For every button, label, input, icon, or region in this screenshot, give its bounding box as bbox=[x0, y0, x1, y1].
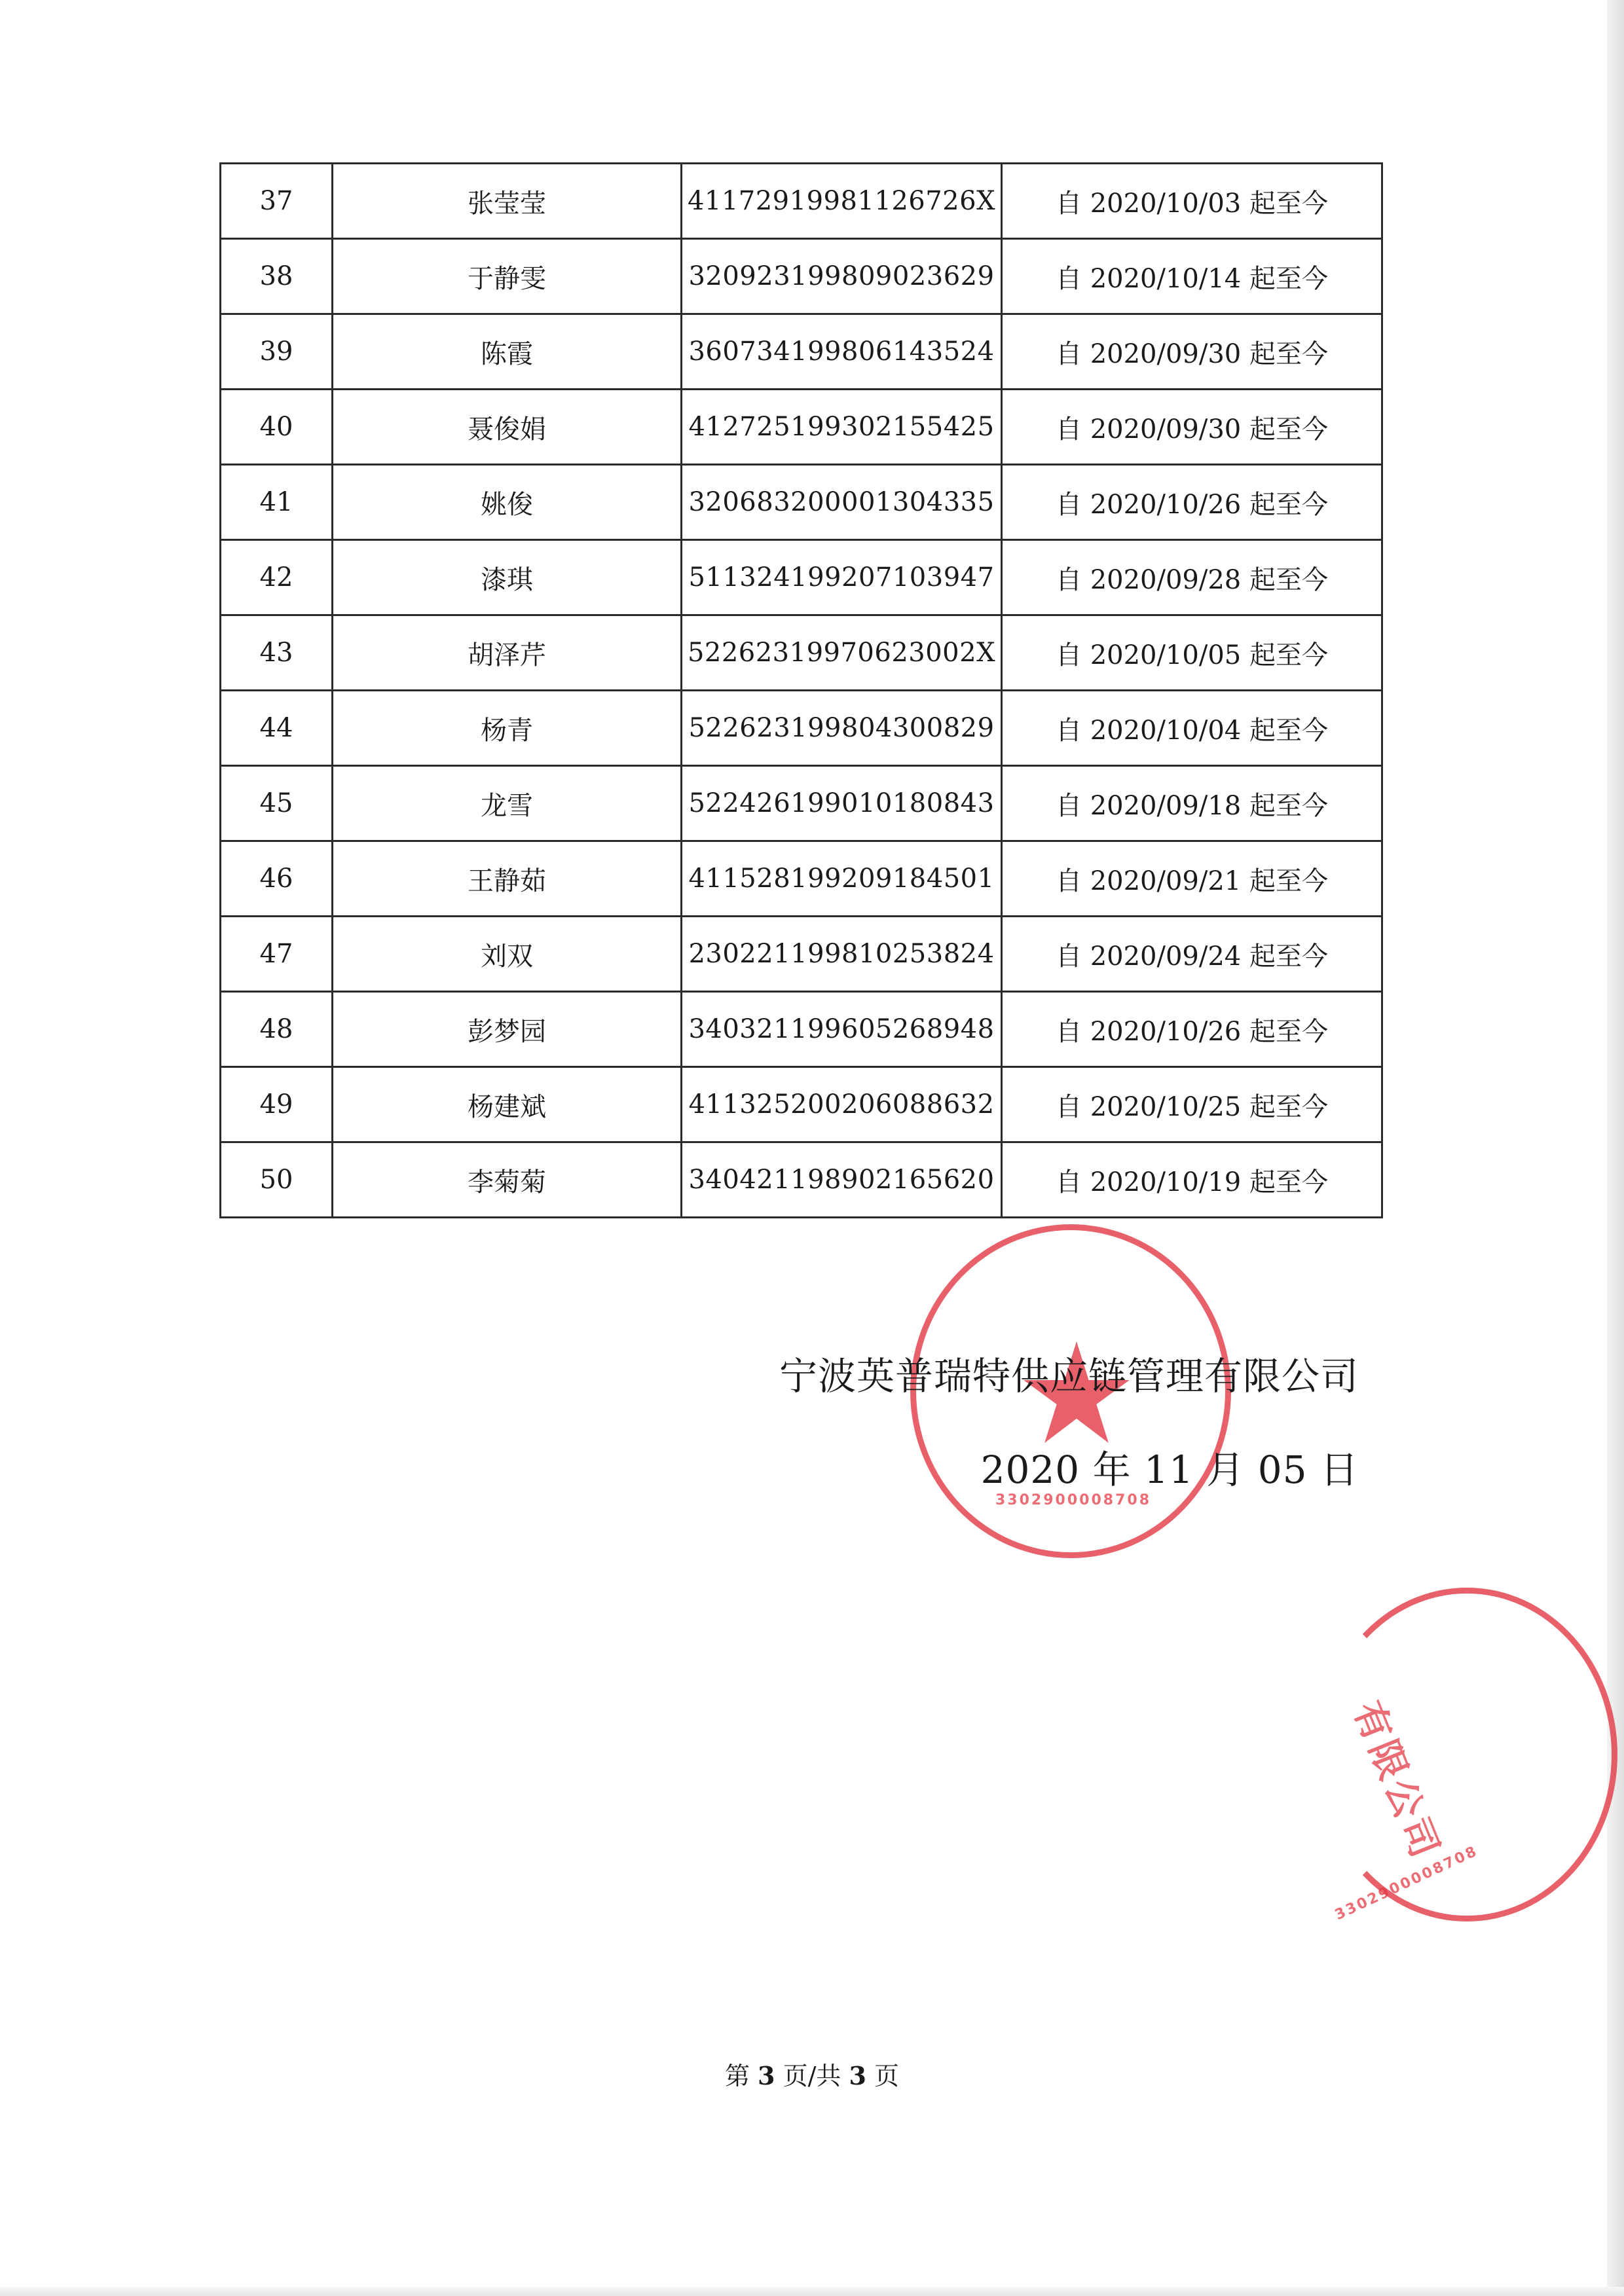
row-number: 43 bbox=[221, 615, 333, 691]
id-number: 360734199806143524 bbox=[682, 314, 1002, 390]
employee-name: 李菊菊 bbox=[333, 1142, 682, 1218]
employee-name: 张莹莹 bbox=[333, 164, 682, 239]
footer-prefix: 第 bbox=[724, 2062, 750, 2090]
employment-period: 自 2020/10/19 起至今 bbox=[1002, 1142, 1382, 1218]
row-number: 50 bbox=[221, 1142, 333, 1218]
employee-name: 姚俊 bbox=[333, 465, 682, 540]
scan-page-edge bbox=[1607, 0, 1624, 2296]
row-number: 47 bbox=[221, 917, 333, 992]
row-number: 49 bbox=[221, 1067, 333, 1142]
employment-period: 自 2020/10/04 起至今 bbox=[1002, 691, 1382, 766]
company-name: 宁波英普瑞特供应链管理有限公司 bbox=[779, 1354, 1359, 1398]
table-row bbox=[221, 164, 1382, 239]
employment-period: 自 2020/09/30 起至今 bbox=[1002, 390, 1382, 465]
partial-seal-text: 有限公司 bbox=[1344, 1694, 1449, 1867]
row-number: 37 bbox=[221, 164, 333, 239]
id-number: 340421198902165620 bbox=[682, 1142, 1002, 1218]
employment-period: 自 2020/10/05 起至今 bbox=[1002, 615, 1382, 691]
employment-period: 自 2020/10/26 起至今 bbox=[1002, 992, 1382, 1067]
row-number: 39 bbox=[221, 314, 333, 390]
employment-period: 自 2020/10/14 起至今 bbox=[1002, 239, 1382, 314]
signature-date: 2020 年 11 月 05 日 bbox=[980, 1448, 1359, 1492]
table-row bbox=[221, 615, 1382, 691]
seal-code: 3302900008708 bbox=[995, 1492, 1151, 1508]
employee-name: 杨建斌 bbox=[333, 1067, 682, 1142]
employee-name: 刘双 bbox=[333, 917, 682, 992]
table-row bbox=[221, 917, 1382, 992]
table-row bbox=[221, 766, 1382, 841]
row-number: 42 bbox=[221, 540, 333, 615]
employee-name: 龙雪 bbox=[333, 766, 682, 841]
table-row bbox=[221, 1142, 1382, 1218]
footer-page-total: 3 bbox=[849, 2061, 866, 2090]
row-number: 45 bbox=[221, 766, 333, 841]
employee-name: 聂俊娟 bbox=[333, 390, 682, 465]
row-number: 41 bbox=[221, 465, 333, 540]
page-footer bbox=[0, 2056, 1624, 2092]
employee-name: 陈霞 bbox=[333, 314, 682, 390]
table-row bbox=[221, 1067, 1382, 1142]
footer-page-number: 3 bbox=[758, 2061, 775, 2090]
row-number: 40 bbox=[221, 390, 333, 465]
employee-table-body bbox=[221, 164, 1382, 1218]
table-row bbox=[221, 465, 1382, 540]
id-number: 230221199810253824 bbox=[682, 917, 1002, 992]
table-row bbox=[221, 314, 1382, 390]
scan-page-bottom bbox=[0, 2287, 1624, 2296]
id-number: 411528199209184501 bbox=[682, 841, 1002, 917]
employee-table bbox=[219, 162, 1383, 1218]
id-number: 522623199804300829 bbox=[682, 691, 1002, 766]
employment-period: 自 2020/10/03 起至今 bbox=[1002, 164, 1382, 239]
employment-period: 自 2020/09/24 起至今 bbox=[1002, 917, 1382, 992]
employment-period: 自 2020/09/30 起至今 bbox=[1002, 314, 1382, 390]
table-row bbox=[221, 239, 1382, 314]
table-row bbox=[221, 390, 1382, 465]
id-number: 41172919981126726X bbox=[682, 164, 1002, 239]
employee-name: 杨青 bbox=[333, 691, 682, 766]
employment-period: 自 2020/09/28 起至今 bbox=[1002, 540, 1382, 615]
id-number: 511324199207103947 bbox=[682, 540, 1002, 615]
id-number: 522426199010180843 bbox=[682, 766, 1002, 841]
partial-seal-code: 3302900008708 bbox=[1332, 1842, 1481, 1924]
footer-middle: 页/共 bbox=[783, 2062, 841, 2090]
employee-name: 于静雯 bbox=[333, 239, 682, 314]
id-number: 412725199302155425 bbox=[682, 390, 1002, 465]
table-row bbox=[221, 540, 1382, 615]
employee-name: 胡泽芹 bbox=[333, 615, 682, 691]
id-number: 320683200001304335 bbox=[682, 465, 1002, 540]
table-row bbox=[221, 841, 1382, 917]
employment-period: 自 2020/10/25 起至今 bbox=[1002, 1067, 1382, 1142]
partial-company-seal bbox=[1316, 1588, 1617, 1922]
id-number: 320923199809023629 bbox=[682, 239, 1002, 314]
row-number: 46 bbox=[221, 841, 333, 917]
row-number: 44 bbox=[221, 691, 333, 766]
id-number: 411325200206088632 bbox=[682, 1067, 1002, 1142]
employment-period: 自 2020/09/18 起至今 bbox=[1002, 766, 1382, 841]
table-row bbox=[221, 691, 1382, 766]
employment-period: 自 2020/09/21 起至今 bbox=[1002, 841, 1382, 917]
row-number: 48 bbox=[221, 992, 333, 1067]
row-number: 38 bbox=[221, 239, 333, 314]
employment-period: 自 2020/10/26 起至今 bbox=[1002, 465, 1382, 540]
employee-name: 漆琪 bbox=[333, 540, 682, 615]
footer-suffix: 页 bbox=[874, 2062, 900, 2090]
employee-name: 王静茹 bbox=[333, 841, 682, 917]
employee-name: 彭梦园 bbox=[333, 992, 682, 1067]
id-number: 52262319970623002X bbox=[682, 615, 1002, 691]
id-number: 340321199605268948 bbox=[682, 992, 1002, 1067]
table-row bbox=[221, 992, 1382, 1067]
